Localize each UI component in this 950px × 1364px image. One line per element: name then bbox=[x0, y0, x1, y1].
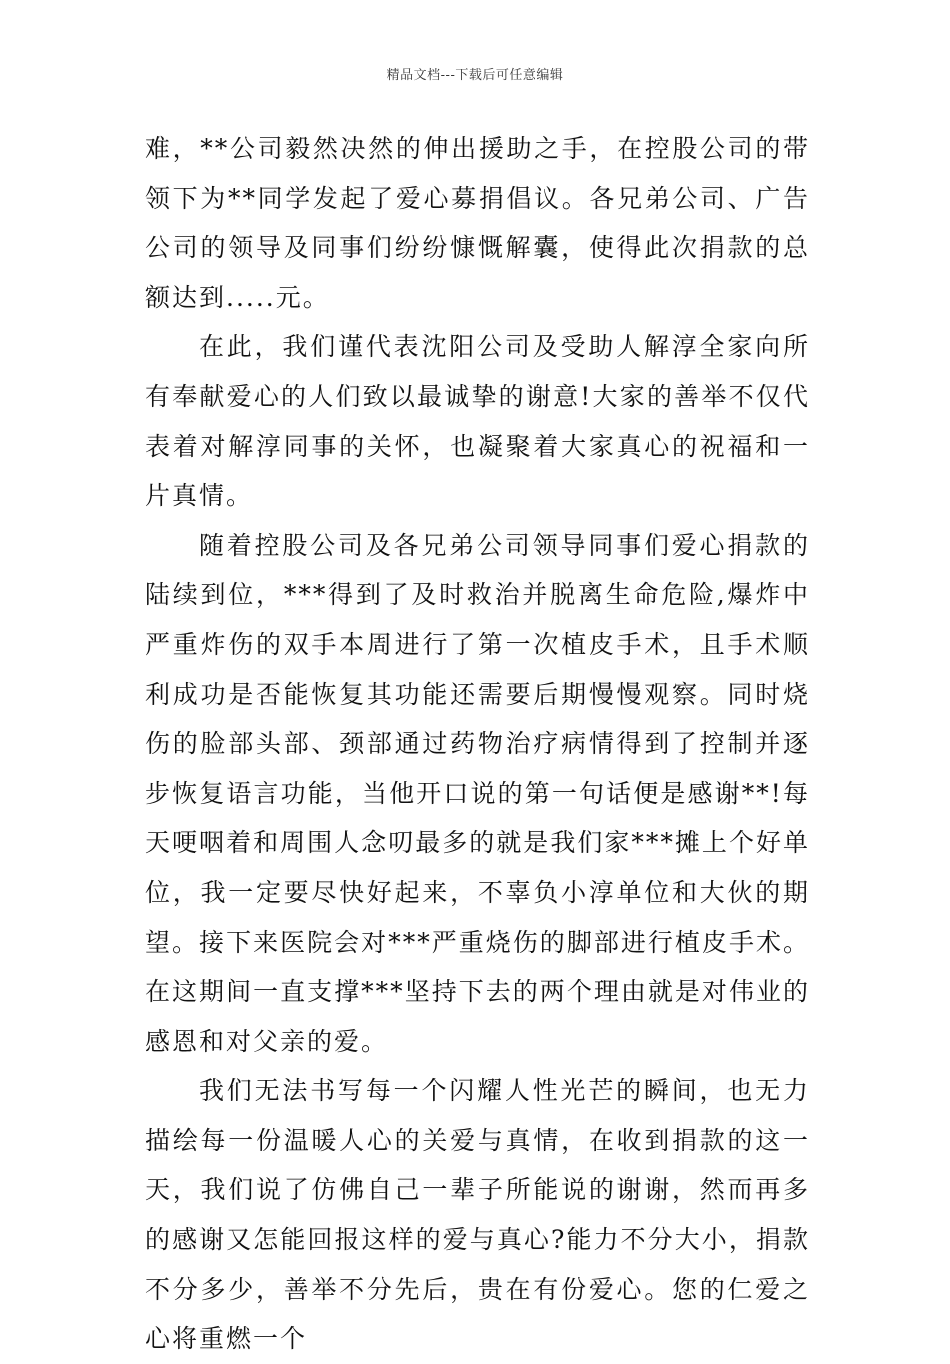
paragraph-thanks: 在此，我们谨代表沈阳公司及受助人解淳全家向所有奉献爱心的人们致以最诚挚的谢意!大家的善举不仅代表着对解淳同事的关怀，也凝聚着大家真心的祝福和一片真情。 bbox=[145, 332, 810, 511]
document-body bbox=[145, 124, 810, 1364]
paragraph-gratitude: 我们无法书写每一个闪耀人性光芒的瞬间，也无力描绘每一份温暖人心的关爱与真情，在收到捐款的这一天，我们说了仿佛自己一辈子所能说的谢谢，然而再多的感谢又怎能回报这样的爱与真心?能力不分大小，捐款不分多少，善举不分先后，贵在有份爱心。您的仁爱之心将重燃一个 bbox=[145, 1076, 810, 1354]
page-header: 精品文档---下载后可任意编辑 bbox=[386, 68, 564, 83]
paragraph-treatment-progress: 随着控股公司及各兄弟公司领导同事们爱心捐款的陆续到位，***得到了及时救治并脱离生命危险,爆炸中严重炸伤的双手本周进行了第一次植皮手术，且手术顺利成功是否能恢复其功能还需要后期慢慢观察。同时烧伤的脸部头部、颈部通过药物治疗病情得到了控制并逐步恢复语言功能，当他开口说的第一句话便是感谢**!每天哽咽着和周围人念叨最多的就是我们家***摊上个好单位，我一定要尽快好起来，不辜负小淳单位和大伙的期望。接下来医院会对***严重烧伤的脚部进行植皮手术。在这期间一直支撑***坚持下去的两个理由就是对伟业的感恩和对父亲的爱。 bbox=[145, 530, 810, 1056]
paragraph-continuation: 难，**公司毅然决然的伸出援助之手，在控股公司的带领下为**同学发起了爱心募捐倡议。各兄弟公司、广告公司的领导及同事们纷纷慷慨解囊，使得此次捐款的总额达到.....元。 bbox=[145, 134, 810, 312]
